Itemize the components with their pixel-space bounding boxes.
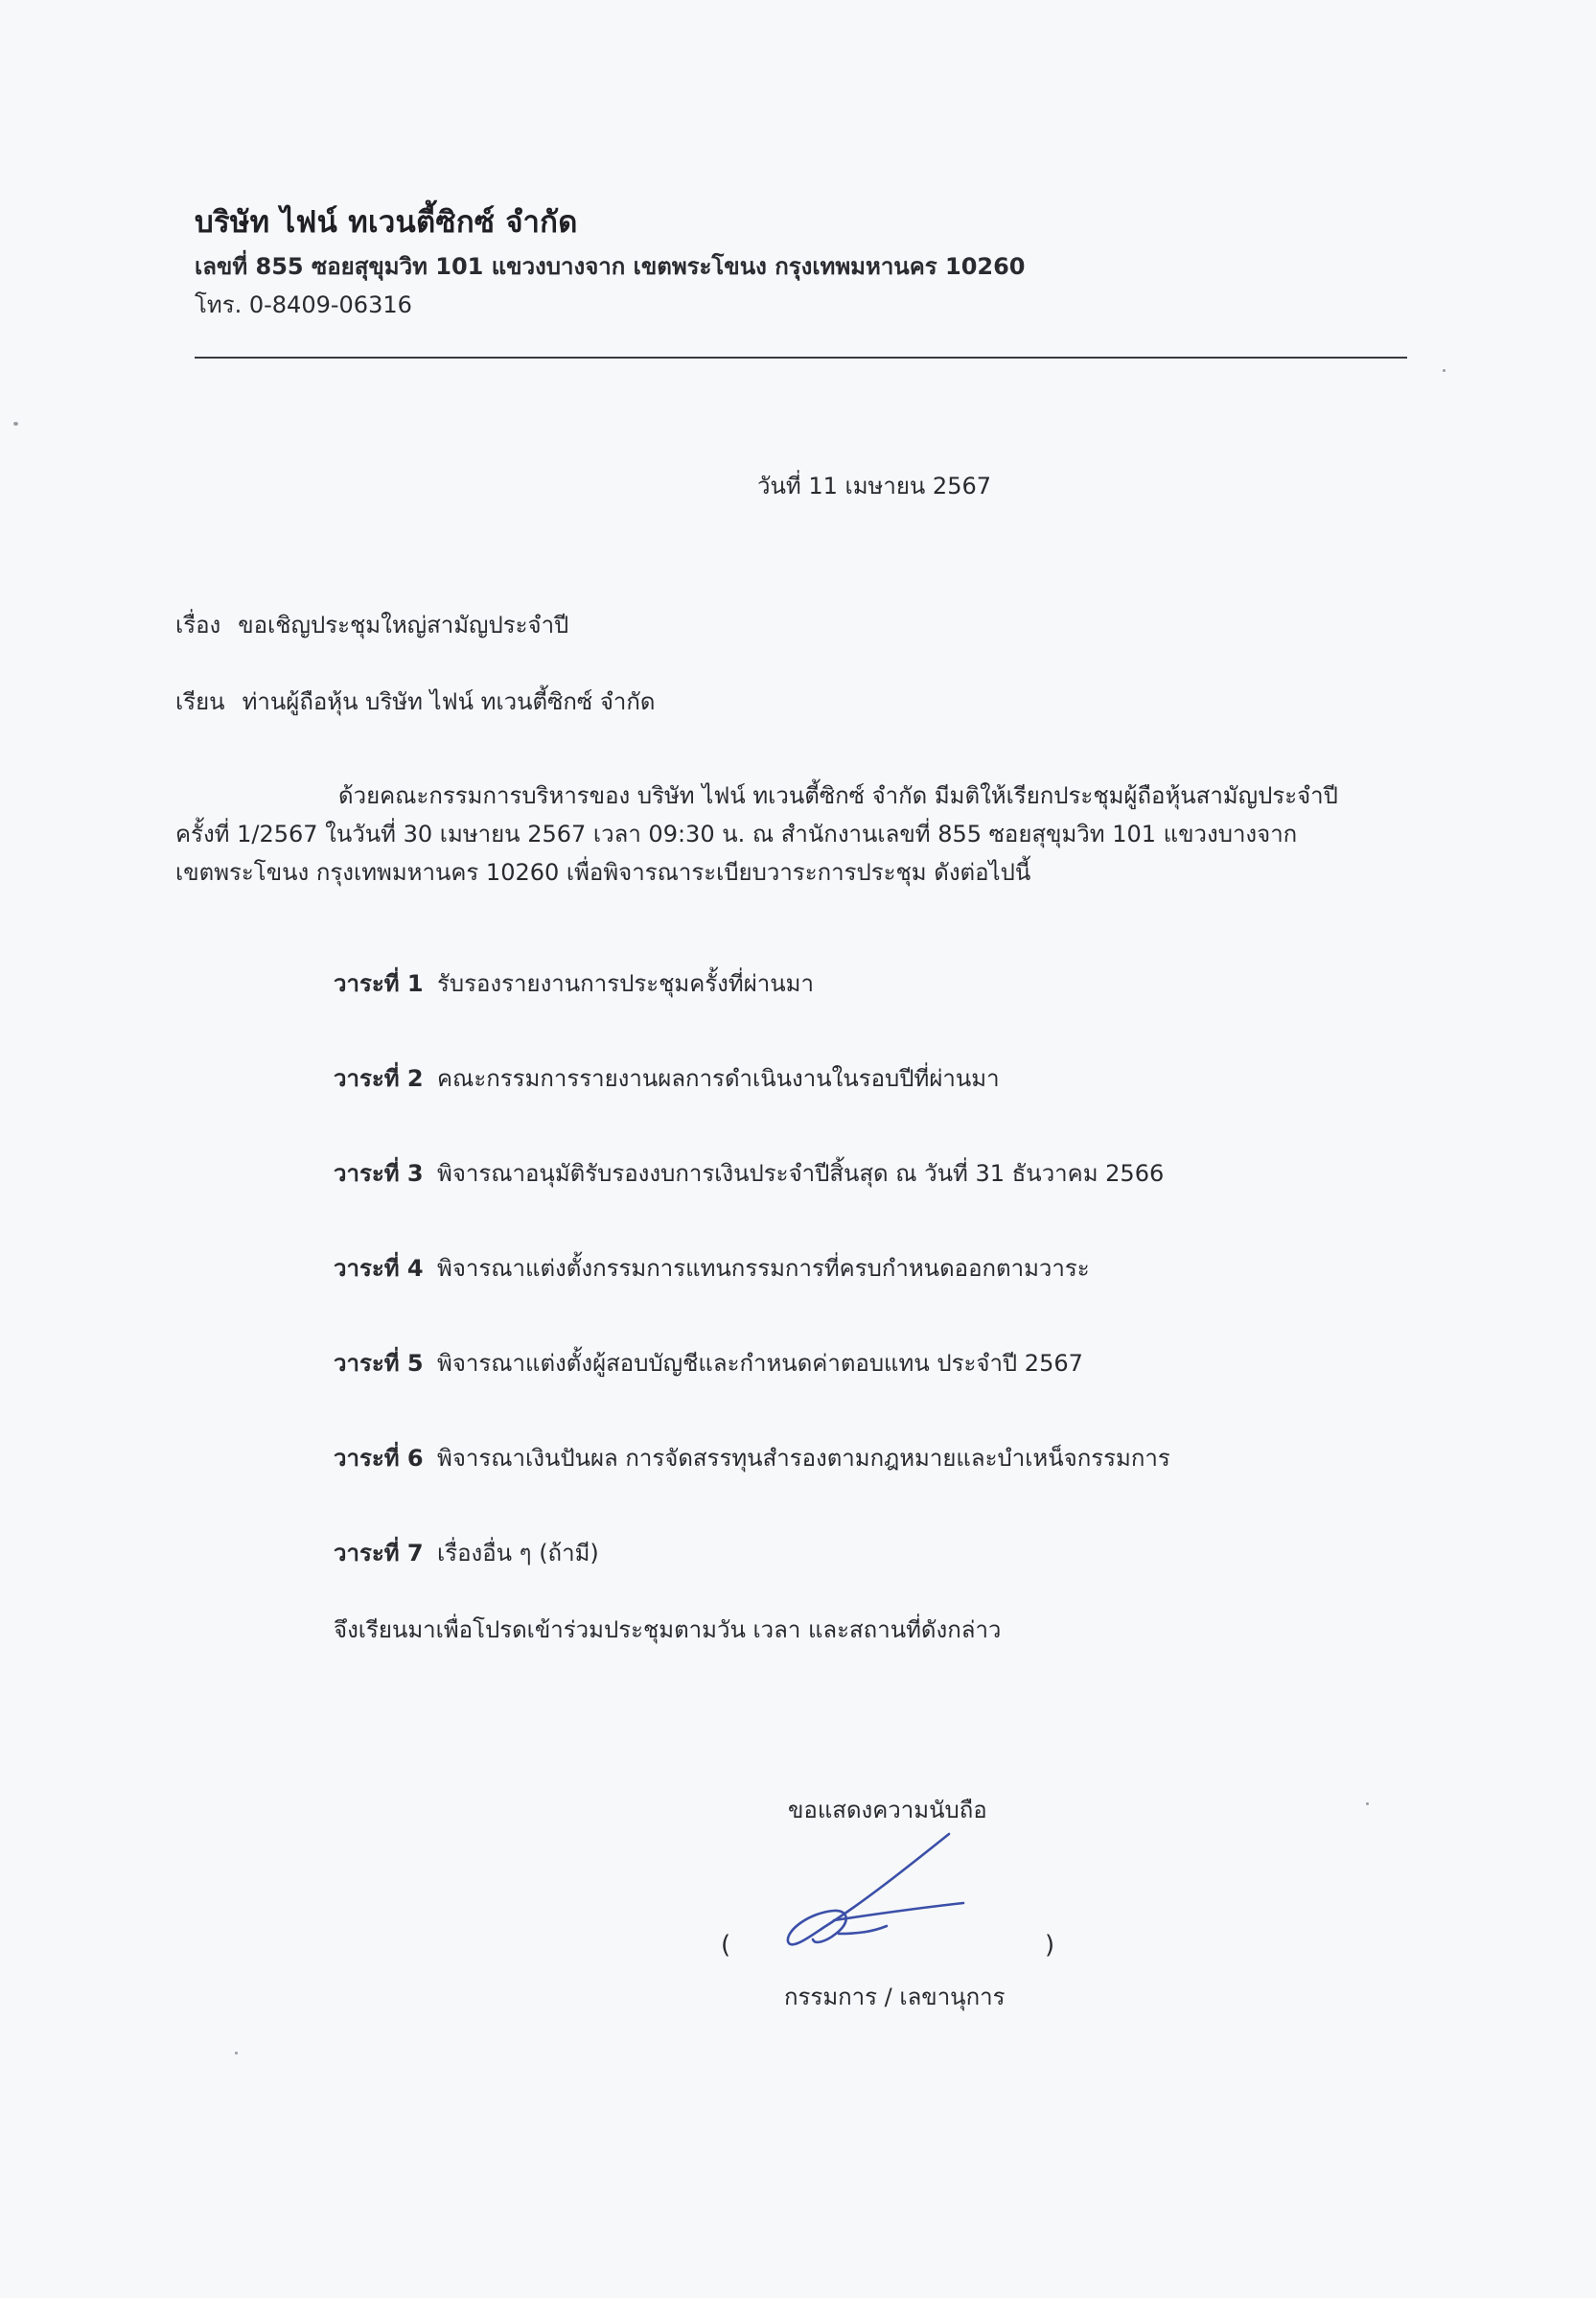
agenda-item-text: รับรองรายงานการประชุมครั้งที่ผ่านมา xyxy=(437,969,814,997)
agenda-item-label: วาระที่ 6 xyxy=(334,1444,424,1472)
agenda-item-text: พิจารณาแต่งตั้งผู้สอบบัญชีและกำหนดค่าตอบแทน ประจำปี 2567 xyxy=(437,1349,1083,1377)
addressee-line xyxy=(175,683,656,720)
agenda-item-text: คณะกรรมการรายงานผลการดำเนินงานในรอบปีที่ผ่านมา xyxy=(437,1064,1000,1092)
agenda-item-text: เรื่องอื่น ๆ (ถ้ามี) xyxy=(437,1539,599,1567)
agenda-item-label: วาระที่ 1 xyxy=(334,969,424,997)
agenda-item xyxy=(334,952,1436,1013)
subject-label: เรื่อง xyxy=(175,612,221,638)
agenda-item xyxy=(334,1047,1436,1108)
addressee-label: เรียน xyxy=(175,688,225,715)
company-name: บริษัท ไฟน์ ทเวนตี้ซิกซ์ จำกัด xyxy=(195,205,578,240)
subject-line xyxy=(175,606,568,643)
agenda-item-label: วาระที่ 2 xyxy=(334,1064,424,1092)
signature-stroke xyxy=(834,1903,963,1920)
scan-speck xyxy=(1443,369,1446,372)
signature-stroke xyxy=(839,1926,887,1934)
company-address: เลขที่ 855 ซอยสุขุมวิท 101 แขวงบางจาก เขตพระโขนง กรุงเทพมหานคร 10260 xyxy=(195,253,1026,280)
regards-text: ขอแสดงความนับถือ xyxy=(788,1797,987,1823)
body-line: ด้วยคณะกรรมการบริหารของ บริษัท ไฟน์ ทเวนตี้ซิกซ์ จำกัด มีมติให้เรียกประชุมผู้ถือหุ้นสามัญประจำปี xyxy=(338,782,1338,809)
agenda-item xyxy=(334,1332,1436,1393)
body-paragraph xyxy=(175,777,1431,892)
agenda-item xyxy=(334,1427,1436,1488)
addressee-text: ท่านผู้ถือหุ้น บริษัท ไฟน์ ทเวนตี้ซิกซ์ จำกัด xyxy=(242,688,656,715)
signer-title: กรรมการ / เลขานุการ xyxy=(784,1984,1006,2010)
agenda-list xyxy=(334,952,1436,1616)
body-line: เขตพระโขนง กรุงเทพมหานคร 10260 เพื่อพิจารณาระเบียบวาระการประชุม ดังต่อไปนี้ xyxy=(175,859,1031,886)
agenda-item-text: พิจารณาแต่งตั้งกรรมการแทนกรรมการที่ครบกำหนดออกตามวาระ xyxy=(437,1254,1090,1282)
agenda-item xyxy=(334,1237,1436,1298)
agenda-item-label: วาระที่ 3 xyxy=(334,1159,424,1187)
body-line: ครั้งที่ 1/2567 ในวันที่ 30 เมษายน 2567 เวลา 09:30 น. ณ สำนักงานเลขที่ 855 ซอยสุขุมวิท 101 แขวงบางจาก xyxy=(175,821,1298,847)
scan-speck xyxy=(13,422,18,426)
company-phone: โทร. 0-8409-06316 xyxy=(195,291,412,318)
scan-speck xyxy=(1366,1802,1369,1805)
subject-text: ขอเชิญประชุมใหญ่สามัญประจำปี xyxy=(238,612,569,638)
scan-speck xyxy=(235,2052,238,2054)
letter-date: วันที่ 11 เมษายน 2567 xyxy=(757,473,991,499)
signer-paren-close: ) xyxy=(1045,1931,1055,1960)
agenda-item xyxy=(334,1521,1436,1583)
letterhead-divider xyxy=(195,357,1407,359)
agenda-item-label: วาระที่ 7 xyxy=(334,1539,424,1567)
agenda-item-label: วาระที่ 4 xyxy=(334,1254,424,1282)
signer-paren-open: ( xyxy=(721,1931,731,1960)
closing-line: จึงเรียนมาเพื่อโปรดเข้าร่วมประชุมตามวัน เวลา และสถานที่ดังกล่าว xyxy=(334,1616,1002,1643)
signature-stroke xyxy=(788,1834,949,1944)
agenda-item xyxy=(334,1142,1436,1203)
signature-mark xyxy=(767,1826,987,1970)
agenda-item-text: พิจารณาเงินปันผล การจัดสรรทุนสำรองตามกฎหมายและบำเหน็จกรรมการ xyxy=(437,1444,1170,1472)
agenda-item-label: วาระที่ 5 xyxy=(334,1349,424,1377)
agenda-item-text: พิจารณาอนุมัติรับรองงบการเงินประจำปีสิ้นสุด ณ วันที่ 31 ธันวาคม 2566 xyxy=(437,1159,1165,1187)
